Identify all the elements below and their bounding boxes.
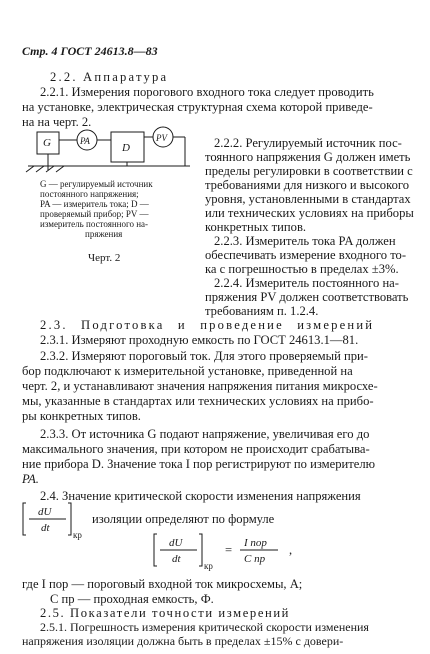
formula-du: dU [169, 537, 183, 549]
label-g: G [43, 137, 51, 149]
caption-line1: G — регулируемый источник [40, 179, 153, 189]
p232-line4: мы, указанные в стандартах или технических условиях на прибо- [22, 394, 374, 408]
p233-line1: 2.3.3. От источника G подают напряжение, увеличивая его до [40, 427, 370, 441]
caption-line6: пряжения [85, 229, 123, 239]
inline-dt: dt [41, 522, 50, 534]
section-2-2-title: 2.2. Аппаратура [50, 70, 169, 84]
label-d: D [122, 142, 130, 154]
p24-line2: изоляции определяют по формуле [92, 512, 275, 526]
label-pv: PV [156, 133, 167, 143]
caption-line4: проверяемый прибор; PV — [40, 209, 149, 219]
p223-line2: обеспечивать измерение входного то- [205, 248, 407, 262]
caption-line3: PA — измеритель тока; D — [40, 199, 149, 209]
p222-line1: 2.2.2. Регулируемый источник пос- [214, 136, 402, 150]
formula-equals: = [225, 543, 233, 557]
p232-line5: ры конкретных типов. [22, 409, 141, 423]
p233-line2: максимального значения, при котором не происходит срабатыва- [22, 442, 370, 456]
p251-line1: 2.5.1. Погрешность измерения критической скорости изменения [40, 620, 369, 634]
p221-line2: на установке, электрическая структурная схема которой приведе- [22, 100, 373, 114]
p224-line2: пряжения PV должен соответствовать [205, 290, 409, 304]
formula-comma: , [289, 543, 293, 557]
p222-line2: тоянного напряжения G должен иметь [205, 150, 411, 164]
label-pa: PA [80, 136, 90, 146]
p224-line1: 2.2.4. Измеритель постоянного на- [214, 276, 399, 290]
p222-line3: пределы регулировки в соответствии с [205, 164, 413, 178]
figure-label: Черт. 2 [88, 252, 121, 264]
inline-du: dU [38, 506, 52, 518]
inline-sub: кр [73, 530, 82, 540]
formula-cpr: C пр [244, 553, 266, 565]
p251-line2: напряжения изоляции должна быть в пределах ±15% с довери- [22, 634, 344, 648]
formula-sub: кр [204, 561, 213, 571]
where-line1: где I пор — пороговый входной ток микросхемы, А; [22, 577, 303, 591]
p233-line4: PA. [22, 472, 39, 486]
p222-line7: конкретных типов. [205, 220, 307, 234]
p232-line1: 2.3.2. Измеряют пороговый ток. Для этого проверяемый при- [40, 349, 368, 363]
p231: 2.3.1. Измеряют проходную емкость по ГОСТ 24613.1—81. [40, 333, 359, 347]
p24-line1: 2.4. Значение критической скорости изменения напряжения [40, 489, 361, 503]
p224-line3: требованиям п. 1.2.4. [205, 304, 319, 318]
formula-dt: dt [172, 553, 181, 565]
caption-line2: постоянного напряжения; [40, 189, 139, 199]
p232-line2: бор подключают к измерительной установке, приведенной на [22, 364, 353, 378]
caption-line5: измеритель постоянного на- [40, 219, 148, 229]
p233-line3: ние прибора D. Значение тока I пор регистрируют по измерителю [22, 457, 376, 471]
p222-line6: или технических условиях на приборы [205, 206, 414, 220]
formula-ipor: I пор [244, 537, 267, 549]
p223-line3: ка с погрешностью в пределах ±3%. [205, 262, 399, 276]
p232-line3: черт. 2, и устанавливают значения напряжения питания микросхе- [22, 379, 378, 393]
section-2-3-title: 2.3. Подготовка и проведение измерений [40, 318, 375, 332]
page-header: Стр. 4 ГОСТ 24613.8—83 [22, 44, 158, 58]
where-line2: C пр — проходная емкость, Ф. [50, 592, 214, 606]
section-2-5-title: 2.5. Показатели точности измерений [40, 606, 291, 620]
p222-line4: требованиями для низкого и высокого [205, 178, 410, 192]
p221-line3: на на черт. 2. [22, 115, 92, 129]
p222-line5: уровня, установленными в стандартах [205, 192, 411, 206]
p223-line1: 2.2.3. Измеритель тока PA должен [214, 234, 396, 248]
p221-line1: 2.2.1. Измерения порогового входного тока следует проводить [40, 85, 374, 99]
